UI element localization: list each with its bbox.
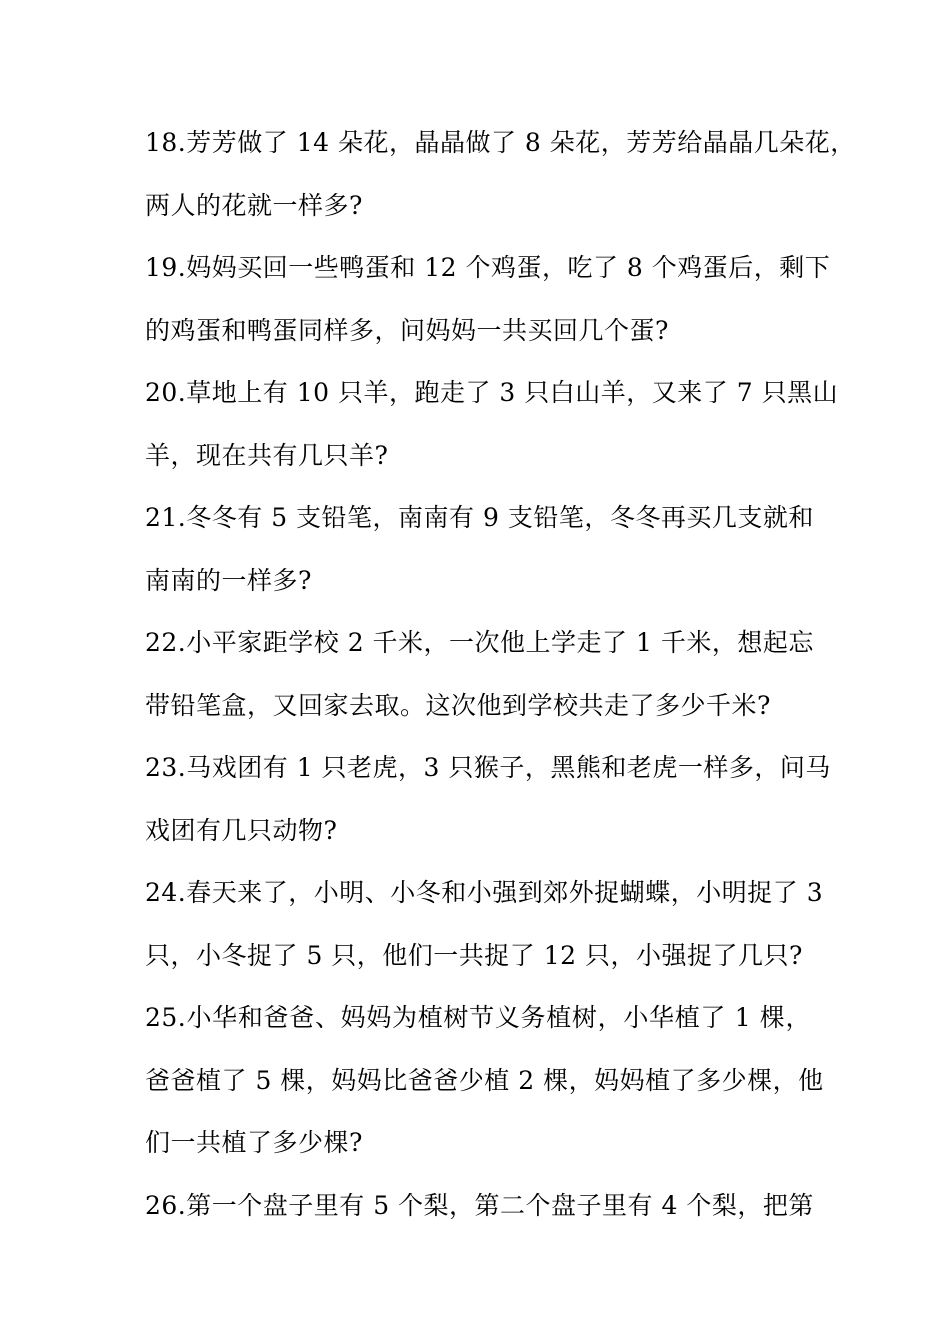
problem-21 [145, 487, 814, 612]
problem-18 [145, 112, 856, 237]
problem-20 [145, 362, 839, 487]
problem-line: 21.冬冬有 5 支铅笔，南南有 9 支铅笔，冬冬再买几支就和 [145, 503, 814, 532]
problem-line: 两人的花就一样多? [145, 190, 363, 220]
document-page [145, 112, 856, 1237]
problem-line: 26.第一个盘子里有 5 个梨，第二个盘子里有 4 个梨，把第 [145, 1190, 814, 1220]
problem-line: 们一共植了多少棵? [145, 1128, 363, 1157]
problem-line: 20.草地上有 10 只羊，跑走了 3 只白山羊，又来了 7 只黑山 [145, 378, 839, 407]
problem-19 [145, 237, 831, 362]
problem-23 [145, 737, 831, 862]
problem-line: 戏团有几只动物? [145, 815, 338, 845]
problem-22 [145, 612, 814, 737]
problem-line: 25.小华和爸爸、妈妈为植树节义务植树，小华植了 1 棵， [145, 1003, 811, 1032]
problem-line: 的鸡蛋和鸭蛋同样多，问妈妈一共买回几个蛋? [145, 315, 669, 345]
problem-25 [145, 987, 824, 1175]
problem-24 [145, 862, 824, 987]
problem-line: 19.妈妈买回一些鸭蛋和 12 个鸡蛋，吃了 8 个鸡蛋后，剩下 [145, 253, 831, 282]
problem-line: 羊，现在共有几只羊? [145, 440, 389, 470]
problem-line: 南南的一样多? [145, 565, 312, 595]
problem-line: 带铅笔盒，又回家去取。这次他到学校共走了多少千米? [145, 690, 771, 720]
problem-line: 23.马戏团有 1 只老虎，3 只猴子，黑熊和老虎一样多，问马 [145, 753, 831, 782]
problem-line: 爸爸植了 5 棵，妈妈比爸爸少植 2 棵，妈妈植了多少棵，他 [145, 1065, 824, 1095]
problem-line: 24.春天来了，小明、小冬和小强到郊外捉蝴蝶，小明捉了 3 [145, 878, 824, 907]
problem-line: 18.芳芳做了 14 朵花，晶晶做了 8 朵花，芳芳给晶晶几朵花， [145, 128, 856, 157]
problem-26 [145, 1175, 814, 1238]
problem-line: 只，小冬捉了 5 只，他们一共捉了 12 只，小强捉了几只? [145, 940, 803, 970]
problem-line: 22.小平家距学校 2 千米，一次他上学走了 1 千米，想起忘 [145, 628, 814, 657]
